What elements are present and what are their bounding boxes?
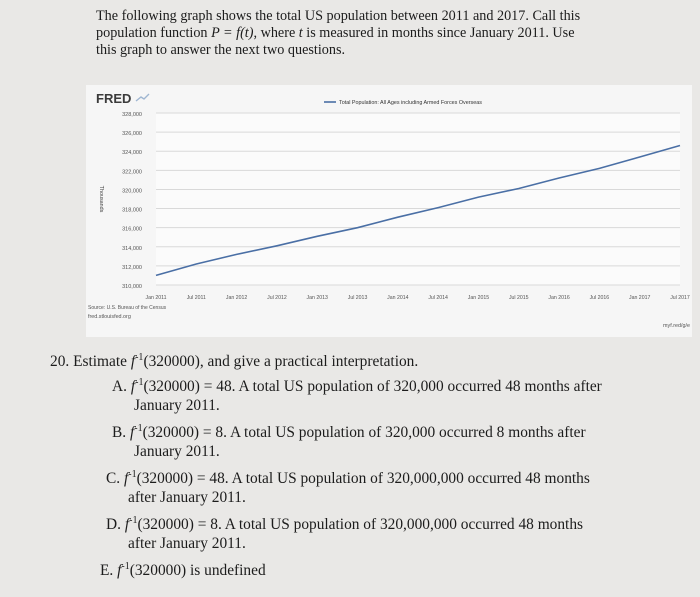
intro-line-3: this graph to answer the next two questions. — [96, 42, 346, 58]
stem-text-a: Estimate — [73, 353, 131, 370]
option-e[interactable] — [100, 561, 690, 580]
option-letter: A. — [112, 378, 127, 395]
y-tick-label: 314,000 — [122, 245, 142, 252]
x-tick-label: Jan 2011 — [145, 295, 167, 301]
option-text: (320000) = 48. A total US population of 320,000,000 occurred 48 months — [136, 470, 590, 487]
x-tick-label: Jul 2016 — [589, 295, 610, 301]
x-tick-label: Jan 2015 — [467, 295, 490, 301]
option-function: f — [129, 424, 135, 441]
x-tick-label: Jul 2012 — [267, 295, 287, 301]
intro-text-b: , where — [253, 25, 299, 41]
stem-function: f — [130, 353, 136, 370]
option-d[interactable] — [106, 515, 690, 553]
intro-text-a: population function — [96, 25, 212, 41]
option-exponent: -1 — [128, 468, 137, 480]
y-tick-label: 312,000 — [122, 264, 142, 271]
y-tick-label: 324,000 — [122, 150, 142, 157]
option-text-cont: after January 2011. — [128, 489, 246, 506]
option-letter: E. — [100, 562, 114, 579]
x-tick-label: Jul 2011 — [186, 295, 206, 301]
option-text: (320000) = 8. A total US population of 320,000,000 occurred 48 months — [137, 516, 584, 533]
y-tick-label: 322,000 — [122, 169, 142, 176]
population-chart — [86, 85, 692, 337]
intro-text-c: is measured in months since January 2011. Use — [302, 25, 575, 41]
y-tick-label: 318,000 — [122, 207, 142, 214]
option-function: f — [123, 470, 129, 487]
intro-variable: t — [298, 25, 303, 41]
option-text: (320000) = 48. A total US population of 320,000 occurred 48 months after — [143, 378, 602, 395]
x-tick-label: Jul 2013 — [347, 295, 368, 301]
option-function: f — [124, 516, 130, 533]
option-letter: D. — [106, 516, 121, 533]
plot-area — [156, 113, 680, 285]
option-exponent: -1 — [121, 560, 130, 572]
option-c[interactable] — [106, 469, 690, 507]
stem-exponent: -1 — [135, 351, 144, 363]
x-tick-label: Jan 2013 — [306, 295, 328, 301]
x-tick-label: Jan 2016 — [548, 295, 570, 301]
site-label: fred.stlouisfed.org — [88, 314, 131, 320]
legend-label: Total Population: All Ages including Armed Forces Overseas — [339, 100, 482, 106]
intro-equation: P = f(t) — [211, 25, 254, 41]
question-stem — [50, 352, 690, 371]
x-tick-label: Jan 2012 — [225, 295, 248, 301]
x-tick-label: Jul 2017 — [670, 295, 690, 301]
option-a[interactable] — [112, 377, 690, 415]
fred-chart-card — [86, 85, 692, 337]
option-text: (320000) is undefined — [129, 562, 266, 579]
intro-text — [96, 8, 656, 59]
y-tick-label: 320,000 — [122, 188, 142, 195]
stem-text-b: (320000), and give a practical interpretation. — [143, 353, 419, 370]
y-axis-label: Thousands — [98, 185, 104, 213]
option-text-cont: January 2011. — [134, 443, 220, 460]
source-label: Source: U.S. Bureau of the Census — [88, 305, 167, 311]
option-exponent: -1 — [135, 376, 144, 388]
option-text: (320000) = 8. A total US population of 320,000 occurred 8 months after — [142, 424, 586, 441]
y-tick-label: 310,000 — [122, 284, 142, 290]
fred-logo-icon — [136, 94, 149, 101]
question-number: 20. — [50, 353, 70, 370]
x-tick-label: Jul 2015 — [508, 295, 529, 301]
x-tick-label: Jan 2017 — [629, 295, 651, 301]
option-letter: B. — [112, 424, 127, 441]
x-tick-label: Jul 2014 — [428, 295, 448, 301]
option-function: f — [130, 378, 136, 395]
option-text-cont: January 2011. — [134, 397, 220, 414]
question-20 — [50, 352, 690, 588]
y-tick-label: 328,000 — [122, 112, 142, 118]
option-function: f — [117, 562, 122, 579]
fred-logo: FRED — [96, 91, 132, 106]
intro-line-1: The following graph shows the total US population between 2011 and 2017. Call this — [96, 8, 581, 24]
option-b[interactable] — [112, 423, 690, 461]
option-exponent: -1 — [134, 422, 143, 434]
y-tick-label: 316,000 — [122, 226, 142, 233]
chart-link: myf.red/g/e — [663, 323, 690, 329]
option-letter: C. — [106, 470, 121, 487]
intro-line-2 — [96, 25, 656, 42]
y-tick-label: 326,000 — [122, 131, 142, 138]
option-exponent: -1 — [129, 514, 138, 526]
x-tick-label: Jan 2014 — [387, 295, 409, 301]
option-text-cont: after January 2011. — [128, 535, 246, 552]
